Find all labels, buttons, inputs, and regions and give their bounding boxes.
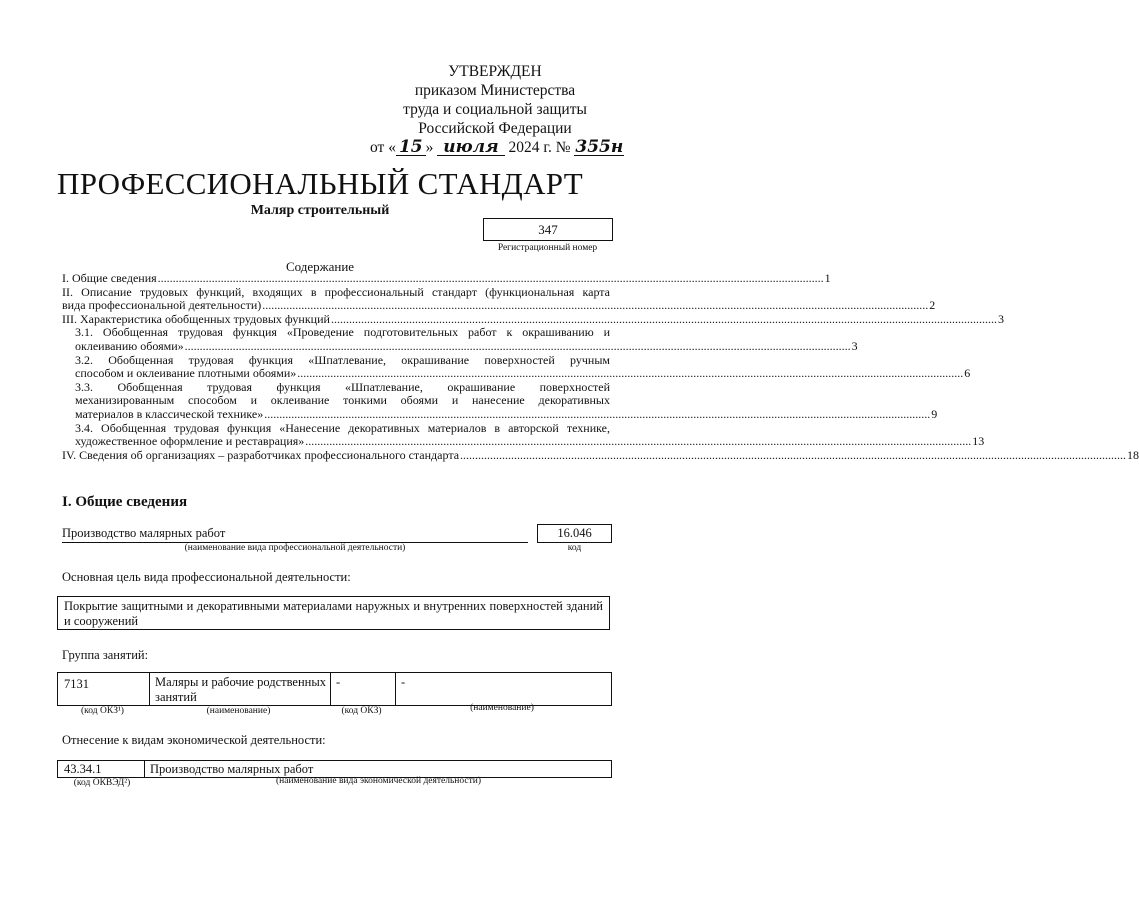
- okz-code-1-caption: (код ОКЗ¹): [81, 706, 124, 716]
- goal-box: Покрытие защитными и декоративными материалами наружных и внутренних поверхностей зданий и сооружений: [57, 596, 610, 630]
- okved-code-caption: (код ОКВЭД²): [73, 778, 131, 788]
- registration-number-label: Регистрационный номер: [497, 243, 598, 253]
- okved-name: Производство малярных работ: [150, 762, 314, 776]
- date-prefix: от «: [370, 139, 396, 156]
- toc-item[interactable]: III. Характеристика обобщенных трудовых функций .............................................................................................................................................................................................................................. 3: [62, 311, 1004, 326]
- okz-code-2: -: [336, 675, 341, 689]
- okved-code: 43.34.1: [64, 762, 102, 776]
- page-title: ПРОФЕССИОНАЛЬНЫЙ СТАНДАРТ: [57, 166, 583, 201]
- activity-name-field: Производство малярных работ: [62, 526, 528, 543]
- approval-date-line: [370, 137, 624, 157]
- occupation-group-table: [57, 672, 612, 706]
- approval-block: [370, 62, 624, 157]
- date-day: 15: [396, 139, 426, 156]
- registration-number-box: 347: [483, 218, 613, 241]
- okz-name-2-caption: (наименование): [470, 703, 534, 713]
- date-year: 2024 г. №: [508, 139, 571, 156]
- order-number: 355н: [575, 137, 624, 157]
- toc-item[interactable]: II. Описание трудовых функций, входящих в профессиональный стандарт (функциональная карта вида профессиональной деятельности) .............................................................................................................................................................................................................................. 2: [62, 284, 936, 313]
- date-month: июля: [437, 139, 504, 156]
- econ-label: Отнесение к видам экономической деятельности:: [62, 733, 326, 747]
- approval-line-4: Российской Федерации: [418, 120, 572, 137]
- okz-code-2-caption: (код ОКЗ): [341, 706, 382, 716]
- table-of-contents: [62, 271, 1139, 462]
- toc-item[interactable]: 3.4. Обобщенная трудовая функция «Нанесение декоративных материалов в авторской технике, художественное оформление и реставрация» .............................................................................................................................................................................................................................. 13: [75, 420, 985, 449]
- okz-name-1-caption: (наименование): [206, 706, 271, 716]
- toc-item[interactable]: 3.2. Обобщенная трудовая функция «Шпатлевание, окрашивание поверхностей ручным способом и оклеивание плотными обоями» .............................................................................................................................................................................................................................. 6: [75, 352, 971, 381]
- standard-name: Маляр строительный: [250, 203, 390, 218]
- okz-name-2: -: [401, 675, 406, 689]
- activity-code-caption: код: [567, 543, 582, 553]
- contents-heading: Содержание: [285, 259, 355, 274]
- group-label: Группа занятий:: [62, 648, 149, 662]
- goal-label: Основная цель вида профессиональной деятельности:: [62, 570, 351, 584]
- activity-code-box: 16.046: [537, 524, 612, 543]
- approval-line-3: труда и социальной защиты: [403, 101, 587, 118]
- approval-line-1: УТВЕРЖДЕН: [448, 63, 542, 80]
- date-mid: »: [425, 139, 434, 156]
- okz-name-1: Маляры и рабочие родственных занятий: [155, 675, 326, 704]
- section-heading: I. Общие сведения: [62, 494, 188, 510]
- toc-item[interactable]: IV. Сведения об организациях – разработчиках профессионального стандарта .............................................................................................................................................................................................................................. 18: [62, 447, 1139, 462]
- okz-code-1: 7131: [64, 677, 89, 691]
- toc-item[interactable]: 3.3. Обобщенная трудовая функция «Шпатлевание, окрашивание поверхностей механизированным способом и оклеивание тонкими обоями и нанесение декоративных материалов в классической технике» .............................................................................................................................................................................................................................. 9: [75, 379, 938, 421]
- approval-line-2: приказом Министерства: [414, 82, 576, 99]
- activity-name-caption: (наименование вида профессиональной деятельности): [184, 543, 406, 553]
- okved-name-caption: (наименование вида экономической деятельности): [276, 776, 481, 786]
- toc-item[interactable]: I. Общие сведения .............................................................................................................................................................................................................................. 1: [62, 271, 831, 285]
- toc-item[interactable]: 3.1. Обобщенная трудовая функция «Проведение подготовительных работ к окрашиванию и оклеиванию обоями» .............................................................................................................................................................................................................................. 3: [75, 325, 858, 353]
